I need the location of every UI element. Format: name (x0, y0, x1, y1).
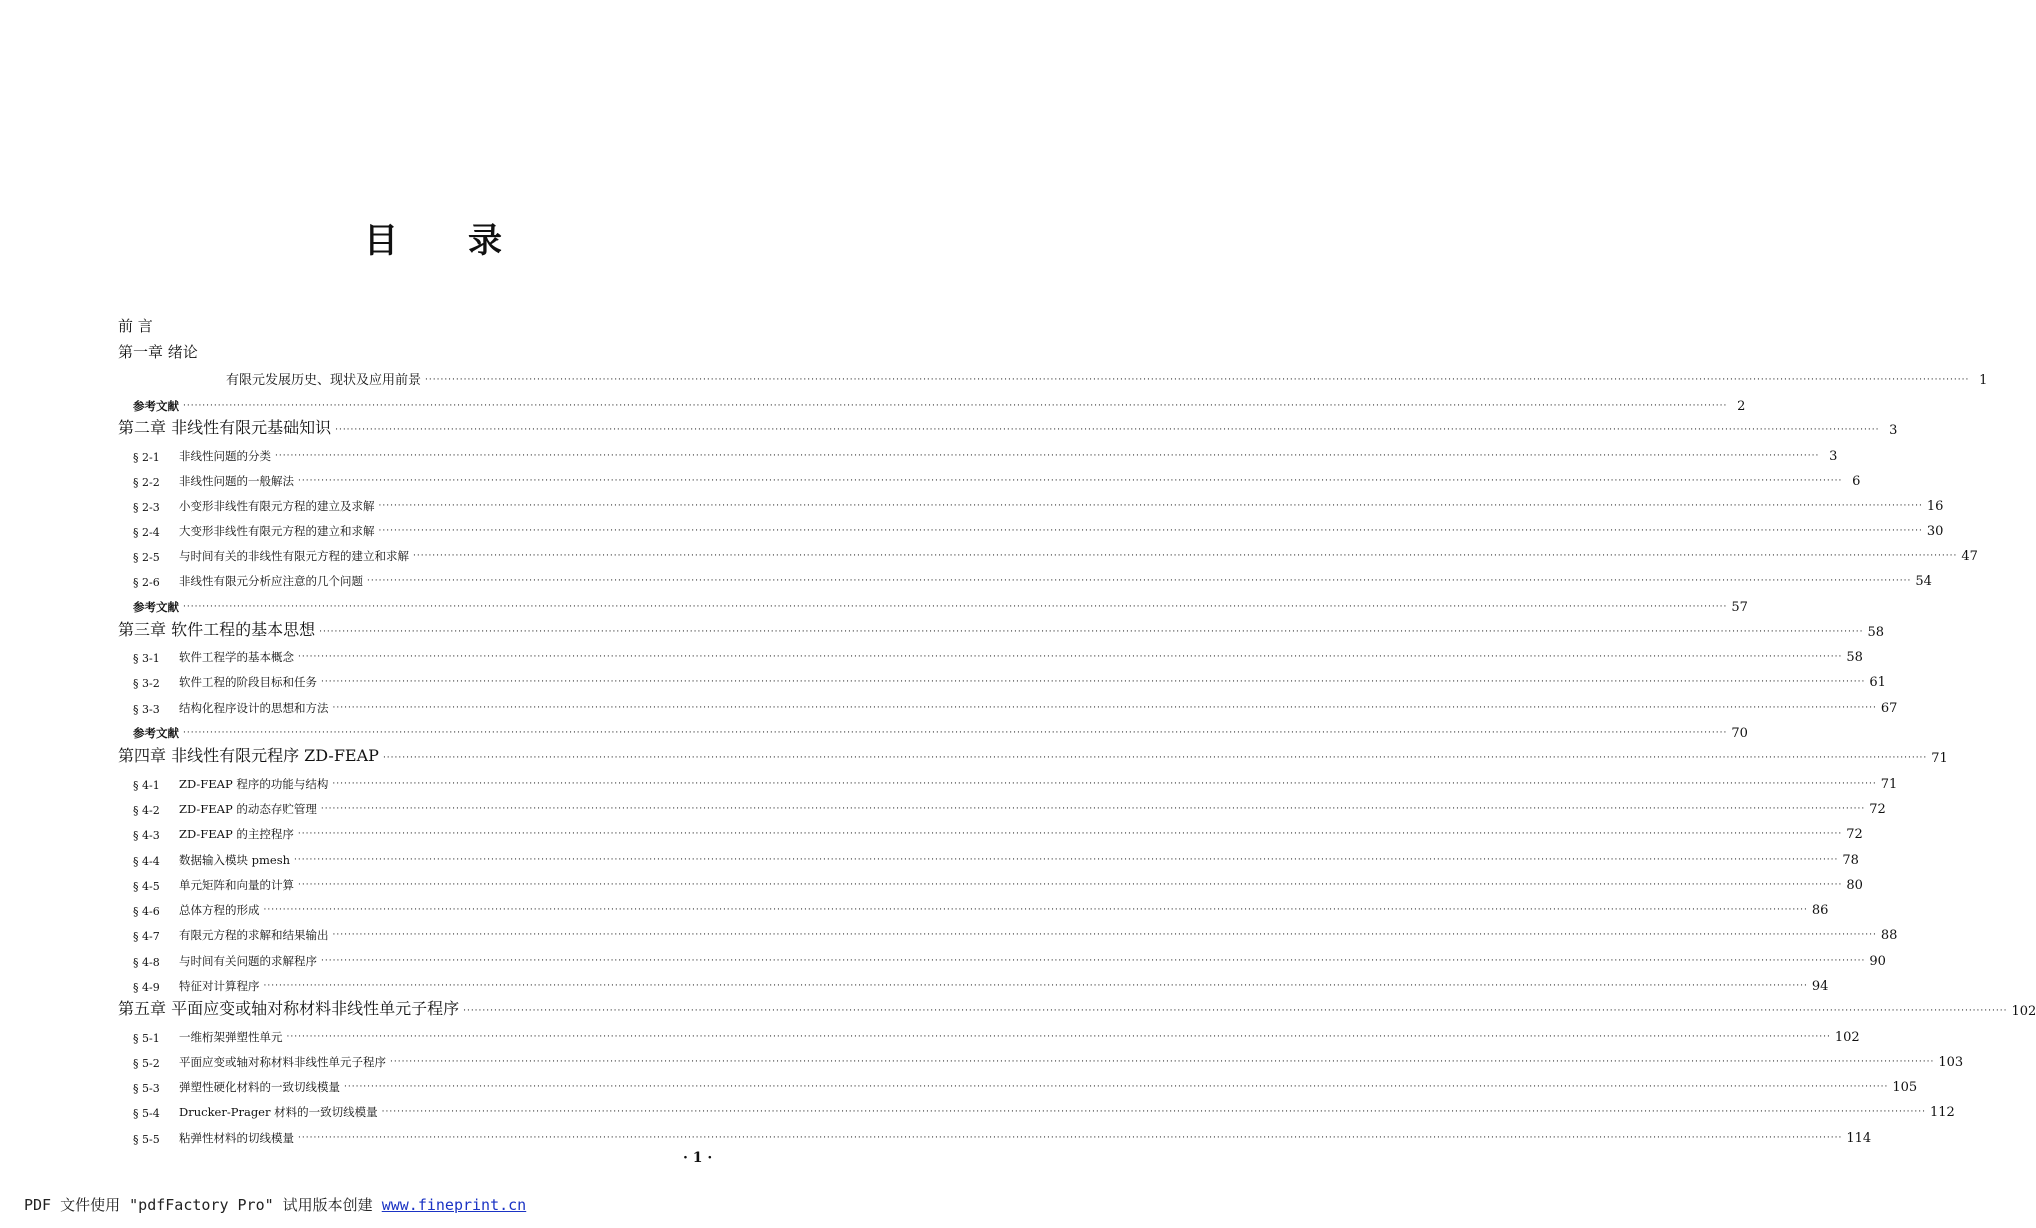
toc-entry[interactable] (133, 668, 1886, 690)
title-char: 录 (468, 221, 504, 261)
toc-entry-label: 结构化程序设计的思想和方法 (179, 701, 329, 715)
toc-section-number: § 4-5 (133, 880, 160, 893)
toc-entry-label: 前 言 (118, 317, 153, 335)
toc-entry-label: 第五章 平面应变或轴对称材料非线性单元子程序 (118, 999, 460, 1018)
toc-section-number: § 4-8 (133, 956, 160, 969)
toc-page-number: 90 (1869, 954, 1886, 969)
toc-entry[interactable] (133, 467, 1861, 489)
toc-page-number: 94 (1811, 979, 1829, 994)
toc-leader-dots: ················································································································································································································································································································································································································ (332, 779, 1877, 789)
toc-section-number: § 5-1 (133, 1032, 160, 1045)
toc-entry-label: 软件工程的阶段目标和任务 (179, 675, 317, 689)
toc-entry-label: 小变形非线性有限元方程的建立及求解 (179, 499, 375, 513)
toc-section-number: § 4-9 (133, 981, 160, 994)
toc-leader-dots: ················································································································································································································································································································································································································ (332, 930, 1877, 940)
toc-leader-dots: ················································································································································································································································································································································································································ (183, 401, 1728, 411)
toc-entry[interactable] (133, 517, 1944, 539)
toc-section-number: § 5-3 (133, 1082, 160, 1095)
toc-entry[interactable] (133, 1098, 1955, 1120)
page-number: · 1 · (683, 1150, 713, 1166)
toc-entry-label: 特征对计算程序 (179, 979, 260, 993)
toc-entry-label: 第三章 软件工程的基本思想 (118, 620, 316, 639)
toc-entry-label: ZD-FEAP 的动态存贮管理 (179, 802, 317, 816)
toc-page-number: 58 (1846, 650, 1863, 665)
toc-page-number: 30 (1926, 524, 1944, 539)
toc-leader-dots: ················································································································································································································································································································································································································ (298, 880, 1843, 890)
toc-page-number: 72 (1869, 802, 1886, 817)
title-char: 目 (364, 221, 400, 261)
toc-page-number: 102 (1834, 1030, 1860, 1045)
toc-entry[interactable] (133, 896, 1829, 918)
toc-entry-label: 第一章 绪论 (118, 343, 198, 361)
toc-entry[interactable] (133, 795, 1886, 817)
watermark (24, 1194, 526, 1215)
toc-entry[interactable] (133, 972, 1829, 994)
toc-entry-label: 单元矩阵和向量的计算 (179, 878, 294, 892)
toc-entry-label: 参考文献 (133, 600, 179, 614)
toc-entry[interactable] (133, 593, 1748, 615)
toc-leader-dots: ················································································································································································································································································································································································································ (183, 728, 1728, 738)
toc-leader-dots: ················································································································································································································································································································································································································ (298, 1133, 1843, 1143)
toc-leader-dots: ················································································································································································································································································································································································································ (286, 1032, 1831, 1042)
toc-section-number: § 2-3 (133, 501, 160, 514)
toc-page-number: 6 (1852, 474, 1861, 489)
toc-entry-label: 大变形非线性有限元方程的建立和求解 (179, 524, 375, 538)
toc-entry[interactable] (133, 719, 1748, 741)
toc-entry[interactable] (118, 416, 1898, 438)
toc-section-number: § 5-4 (133, 1107, 160, 1120)
toc-section-number: § 2-6 (133, 576, 160, 589)
toc-page-number: 80 (1846, 878, 1863, 893)
toc-leader-dots: ················································································································································································································································································································································································································ (425, 375, 1970, 385)
toc-entry[interactable] (118, 997, 2036, 1019)
toc-page-number: 103 (1938, 1055, 1964, 1070)
toc-entry-label: 软件工程学的基本概念 (179, 650, 294, 664)
toc-entry-label: 总体方程的形成 (179, 903, 260, 917)
toc-leader-dots: ················································································································································································································································································································································································································ (381, 1107, 1926, 1117)
toc-entry-label: 有限元发展历史、现状及应用前景 (226, 373, 422, 388)
toc-entry[interactable] (118, 618, 1884, 640)
toc-leader-dots: ················································································································································································································································································································································································································ (390, 1057, 1935, 1067)
toc-page-number: 57 (1731, 600, 1748, 615)
toc-leader-dots: ················································································································································································································································································································································································································ (344, 1082, 1889, 1092)
toc-leader-dots: ················································································································································································································································································································································································································ (321, 677, 1866, 687)
toc-entry[interactable] (133, 846, 1859, 868)
toc-entry-label: 第四章 非线性有限元程序 ZD-FEAP (118, 746, 379, 765)
toc-entry[interactable] (118, 340, 742, 362)
toc-leader-dots: ················································································································································································································································································································································································································ (183, 602, 1728, 612)
toc-section-number: § 2-4 (133, 526, 160, 539)
toc-entry-label: 粘弹性材料的切线模量 (179, 1131, 294, 1145)
toc-entry[interactable] (133, 542, 1978, 564)
toc-entry[interactable] (133, 567, 1932, 589)
toc-leader-dots: ················································································································································································································································································································································································································ (332, 703, 1877, 713)
toc-entry-label: 第二章 非线性有限元基础知识 (118, 418, 332, 437)
toc-entry[interactable] (133, 1073, 1918, 1095)
toc-section-number: § 3-2 (133, 677, 160, 690)
toc-page-number: 78 (1842, 853, 1859, 868)
toc-section-number: § 4-7 (133, 930, 160, 943)
toc-leader-dots: ················································································································································································································································································································································································································ (463, 1006, 2008, 1016)
toc-leader-dots: ················································································································································································································································································································································································································ (294, 855, 1839, 865)
toc-page-number: 54 (1915, 574, 1932, 589)
toc-leader-dots: ················································································································································································································································································································································································································ (298, 476, 1843, 486)
toc-section-number: § 3-1 (133, 652, 160, 665)
toc-section-number: § 4-4 (133, 855, 160, 868)
watermark-text: PDF 文件使用 "pdfFactory Pro" 试用版本创建 (24, 1196, 382, 1214)
toc-section-number: § 4-2 (133, 804, 160, 817)
toc-entry-label: 非线性问题的一般解法 (179, 474, 294, 488)
toc-page-number: 3 (1829, 449, 1838, 464)
toc-leader-dots: ················································································································································································································································································································································································································ (321, 956, 1866, 966)
toc-page-number: 102 (2011, 1004, 2036, 1019)
toc-leader-dots: ················································································································································································································································································································································································································ (297, 829, 1843, 839)
toc-leader-dots: ················································································································································································································································································································································································································ (335, 425, 1880, 435)
watermark-link[interactable]: www.fineprint.cn (381, 1196, 527, 1214)
toc-entry-label: 非线性问题的分类 (179, 449, 271, 463)
toc-leader-dots: ················································································································································································································································································································································································································ (382, 753, 1928, 763)
toc-page-number: 16 (1926, 499, 1944, 514)
toc-page-number: 71 (1880, 777, 1898, 792)
toc-section-number: § 2-1 (133, 451, 160, 464)
toc-entry-label: 与时间有关问题的求解程序 (179, 954, 317, 968)
toc-entry-label: 非线性有限元分析应注意的几个问题 (179, 574, 363, 588)
toc-section-number: § 2-5 (133, 551, 160, 564)
toc-entry-label: 弹塑性硬化材料的一致切线模量 (179, 1080, 340, 1094)
toc-entry-label: Drucker-Prager 材料的一致切线模量 (179, 1105, 378, 1119)
toc-page-number: 86 (1811, 903, 1829, 918)
toc-entry-label: 一维桁架弹塑性单元 (179, 1030, 283, 1044)
toc-entry-label: 参考文献 (133, 399, 179, 413)
toc-entry-label: ZD-FEAP 程序的功能与结构 (179, 777, 329, 791)
toc-entry[interactable] (226, 366, 1988, 388)
toc-entry[interactable] (133, 694, 1898, 716)
toc-page-number: 105 (1892, 1080, 1918, 1095)
toc-leader-dots: ················································································································································································································································································································································································································ (320, 804, 1866, 814)
toc-page-number: 58 (1867, 625, 1884, 640)
toc-entry[interactable] (133, 947, 1886, 969)
toc-page-number: 1 (1979, 373, 1988, 388)
toc-entry[interactable] (133, 820, 1863, 842)
toc-page-number: 88 (1880, 928, 1898, 943)
toc-page-number: 3 (1889, 423, 1898, 438)
toc-entry[interactable] (133, 921, 1898, 943)
toc-leader-dots: ················································································································································································································································································································································································································ (298, 652, 1843, 662)
toc-leader-dots: ················································································································································································································································································································································································································ (413, 551, 1958, 561)
toc-entry[interactable] (133, 1048, 1964, 1070)
toc-leader-dots: ················································································································································································································································································································································································································ (263, 905, 1808, 915)
toc-leader-dots: ················································································································································································································································································································································································································ (275, 451, 1820, 461)
toc-entry[interactable] (133, 442, 1838, 464)
toc-entry[interactable] (133, 392, 1746, 414)
toc-page-number: 61 (1869, 675, 1886, 690)
toc-leader-dots: ················································································································································································································································································································································································································ (367, 576, 1912, 586)
toc-leader-dots: ················································································································································································································································································································································································································ (319, 627, 1864, 637)
toc-entry[interactable] (133, 643, 1863, 665)
toc-entry[interactable] (133, 492, 1944, 514)
toc-entry[interactable] (133, 1124, 1872, 1146)
toc-page-number: 47 (1961, 549, 1978, 564)
toc-section-number: § 5-2 (133, 1057, 160, 1070)
toc-entry-label: 数据输入模块 pmesh (179, 853, 291, 867)
toc-entry[interactable] (118, 314, 742, 336)
toc-section-number: § 5-5 (133, 1133, 160, 1146)
toc-leader-dots: ················································································································································································································································································································································································································ (378, 501, 1923, 511)
toc-section-number: § 4-3 (133, 829, 160, 842)
toc-page-number: 112 (1929, 1105, 1955, 1120)
toc-entry[interactable] (118, 744, 1948, 766)
toc-page-number: 70 (1731, 726, 1748, 741)
toc-page-number: 71 (1931, 751, 1948, 766)
toc-entry-label: 平面应变或轴对称材料非线性单元子程序 (179, 1055, 386, 1069)
toc-page-number: 72 (1846, 827, 1863, 842)
toc-section-number: § 4-1 (133, 779, 160, 792)
toc-entry-label: 与时间有关的非线性有限元方程的建立和求解 (179, 549, 409, 563)
toc-leader-dots: ················································································································································································································································································································································································································ (378, 526, 1923, 536)
toc-entry[interactable] (133, 1023, 1860, 1045)
toc-leader-dots: ················································································································································································································································································································································································································ (263, 981, 1808, 991)
toc-entry[interactable] (133, 871, 1863, 893)
toc-entry-label: 参考文献 (133, 726, 179, 740)
toc-page-number: 114 (1846, 1131, 1872, 1146)
toc-section-number: § 4-6 (133, 905, 160, 918)
toc-entry-label: 有限元方程的求解和结果输出 (179, 928, 329, 942)
toc-section-number: § 3-3 (133, 703, 160, 716)
toc-entry[interactable] (133, 770, 1898, 792)
toc-page-number: 67 (1880, 701, 1898, 716)
toc-page-number: 2 (1737, 399, 1746, 414)
toc-section-number: § 2-2 (133, 476, 160, 489)
toc-entry-label: ZD-FEAP 的主控程序 (179, 827, 294, 841)
